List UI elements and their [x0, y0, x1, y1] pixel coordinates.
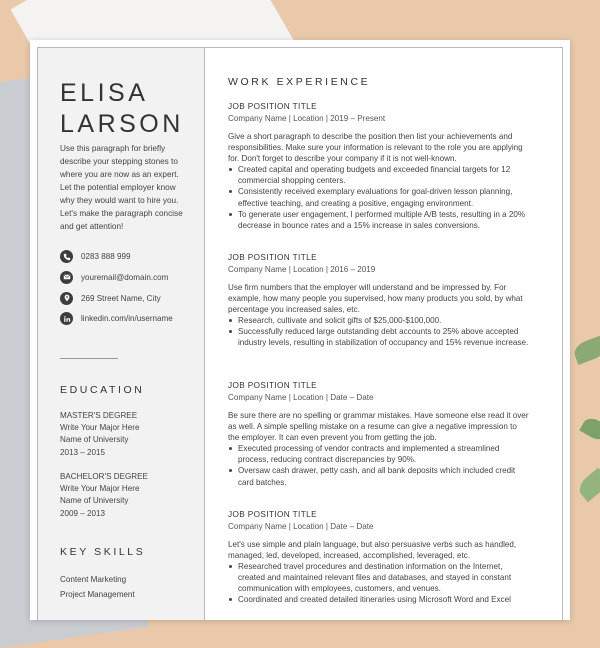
job-bullet: To generate user engagement, I performed multiple A/B tests, resulting in a 20% decrease in bounce rates and a 15% increase in sales conversions. [228, 209, 530, 231]
leaf-decoration [579, 415, 600, 444]
job-bullet: Coordinated and created detailed itineraries using Microsoft Word and Excel [228, 594, 530, 605]
resume-page [30, 40, 570, 620]
contact-phone-text: 0283 888 999 [81, 252, 131, 261]
job-title: JOB POSITION TITLE [228, 102, 317, 111]
education-years: 2013 – 2015 [60, 447, 106, 457]
job-bullets [228, 561, 530, 605]
leaf-decoration [572, 335, 600, 365]
education-heading: EDUCATION [60, 384, 145, 396]
contact-linkedin-text: linkedin.com/in/username [81, 314, 173, 324]
education-years: 2009 – 2013 [60, 508, 106, 518]
job-description: Let's use simple and plain language, but also persuasive verbs such as handled, managed, led, developed, increased, accomplished, leveraged, etc. [228, 540, 517, 561]
skills-heading: KEY SKILLS [60, 546, 146, 558]
sidebar-divider [60, 358, 118, 359]
profile-summary: Use this paragraph for briefly describe your stepping stones to where you are now as an expert. Let the potential employer know why they would want to hire you. Let's make the paragraph concise and get attention! [60, 144, 183, 231]
job-bullet: Executed processing of vendor contracts and implemented a streamlined process, reducing contract discrepancies by 90%. [228, 443, 530, 465]
education-item [60, 410, 139, 459]
job-title: JOB POSITION TITLE [228, 253, 317, 262]
first-name: ELISA [60, 79, 149, 107]
job-entry [228, 380, 530, 488]
location-icon [60, 292, 73, 305]
linkedin-icon [60, 312, 73, 325]
job-entry [228, 252, 530, 349]
phone-icon [60, 250, 73, 263]
job-bullet: Oversaw cash drawer, petty cash, and all bank deposits which included credit card batches. [228, 465, 530, 487]
job-bullet: Researched travel procedures and destination information on the Internet, created and maintained relevant files and databases, and stayed in constant communication with employees, customers, and venues. [228, 561, 530, 594]
last-name: LARSON [60, 110, 184, 138]
education-school: Name of University [60, 496, 129, 506]
job-bullet: Successfully reduced large outstanding debt accounts to 25% above accepted industry levels, resulting in stabilization of occupancy and 15% revenue increase. [228, 326, 530, 348]
contact-phone [60, 250, 200, 263]
education-major: Write Your Major Here [60, 484, 140, 494]
skills-list [60, 572, 135, 602]
job-description: Use firm numbers that the employer will understand and be impressed by. For example, how many people you supervised, how many products you sold, by what percentage you increased sales, etc. [228, 283, 523, 315]
email-icon [60, 271, 73, 284]
job-bullets [228, 164, 530, 231]
contact-address-text: 269 Street Name, City [81, 293, 161, 303]
job-bullet: Research, cultivate and solicit gifts of $25,000-$100,000. [228, 315, 530, 326]
job-bullet: Consistently received exemplary evaluations for goal-driven lesson planning, effective teaching, and creating a positive, engaging environment. [228, 186, 530, 208]
job-meta: Company Name | Location | Date – Date [228, 522, 374, 531]
contact-email-text: youremail@domain.com [81, 272, 169, 282]
contact-list [60, 250, 200, 333]
skill-item: Content Marketing [60, 575, 127, 584]
education-school: Name of University [60, 435, 129, 445]
job-bullets [228, 443, 530, 487]
job-title: JOB POSITION TITLE [228, 381, 317, 390]
candidate-name [60, 78, 184, 140]
job-entry [228, 101, 530, 231]
education-item [60, 471, 148, 520]
skill-item: Project Management [60, 590, 135, 599]
resume-sidebar [38, 48, 205, 620]
leaf-decoration [575, 468, 600, 503]
job-description: Be sure there are no spelling or grammar mistakes. Have someone else read it over as well. A simple spelling mistake on a resume can give a negative impression to the employer. It can even prevent you from getting the job. [228, 411, 529, 443]
work-experience-heading: WORK EXPERIENCE [228, 76, 371, 88]
job-meta: Company Name | Location | 2019 – Present [228, 114, 386, 123]
job-description: Give a short paragraph to describe the position then list your achievements and responsibilities. Make sure your information is relevant to the role you are applying for. Don't forget to describe your company if it is not well-known. [228, 132, 523, 164]
education-degree: BACHELOR'S DEGREE [60, 472, 148, 481]
contact-address [60, 292, 200, 305]
job-title: JOB POSITION TITLE [228, 510, 317, 519]
job-meta: Company Name | Location | 2016 – 2019 [228, 265, 376, 274]
education-degree: MASTER'S DEGREE [60, 411, 138, 420]
job-entry [228, 509, 530, 606]
job-bullets [228, 315, 530, 348]
contact-email [60, 271, 200, 284]
education-major: Write Your Major Here [60, 423, 140, 433]
job-bullet: Created capital and operating budgets and exceeded financial targets for 12 commercial shopping centers. [228, 164, 530, 186]
contact-linkedin [60, 312, 200, 325]
job-meta: Company Name | Location | Date – Date [228, 393, 374, 402]
